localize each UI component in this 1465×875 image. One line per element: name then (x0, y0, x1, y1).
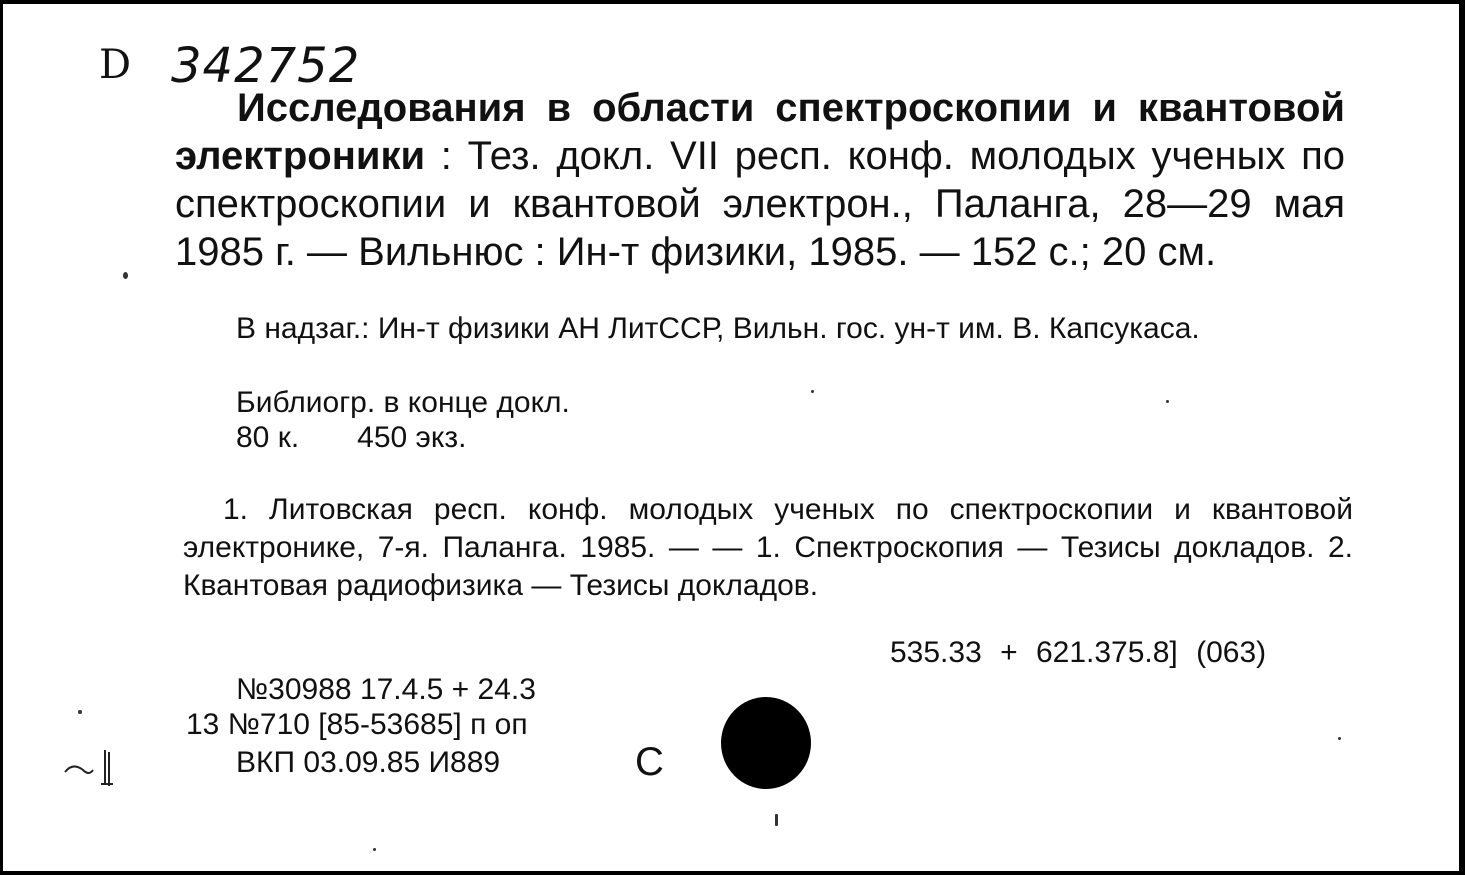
accession-line-1: №30988 17.4.5 + 24.3 (236, 673, 536, 706)
copies: 450 экз. (357, 421, 467, 454)
dust-speck (78, 710, 82, 714)
punch-hole (721, 697, 811, 789)
accession-line-3: ВКП 03.09.85 И889 (236, 746, 501, 779)
dust-speck (1166, 400, 1169, 403)
note-bibliography: Библиогр. в конце докл. (236, 386, 570, 419)
handwritten-mark-icon (63, 740, 123, 800)
udc-code: 535.33 + 621.375.8] (063) (890, 636, 1267, 669)
dust-speck (811, 390, 814, 393)
call-number: 342752 (171, 38, 361, 94)
dust-speck (1338, 737, 1341, 740)
dust-speck (373, 848, 376, 851)
call-prefix: D (99, 42, 132, 88)
subject-headings: 1. Литовская респ. конф. молодых ученых по спектроскопии и квантовой электронике, 7-я. Паланга. 1985. — — 1. Спектроскопия — Тезисы докладов. 2. Квантовая радиофизика — Тезисы докладов. (183, 493, 1353, 602)
price: 80 к. (236, 421, 300, 454)
letter-mark: С (635, 740, 664, 784)
bibliographic-description (175, 84, 1345, 276)
title-bold: Исследования в области спектроскопии и квантовой электроники (175, 86, 1345, 178)
dust-speck (123, 272, 128, 279)
accession-line-2: 13 №710 [85-53685] п оп (186, 708, 528, 741)
price-line (236, 419, 466, 457)
dust-speck (775, 814, 778, 826)
note-header: В надзаг.: Ин-т физики АН ЛитССР, Вильн. гос. ун-т им. В. Капсукаса. (236, 312, 1200, 345)
title-details: : Тез. докл. VII респ. конф. молодых ученых по спектроскопии и квантовой электрон., Паланга, 28—29 мая 1985 г. — Вильнюс : Ин-т физики, 1985. — 152 с.; 20 см. (175, 134, 1345, 274)
